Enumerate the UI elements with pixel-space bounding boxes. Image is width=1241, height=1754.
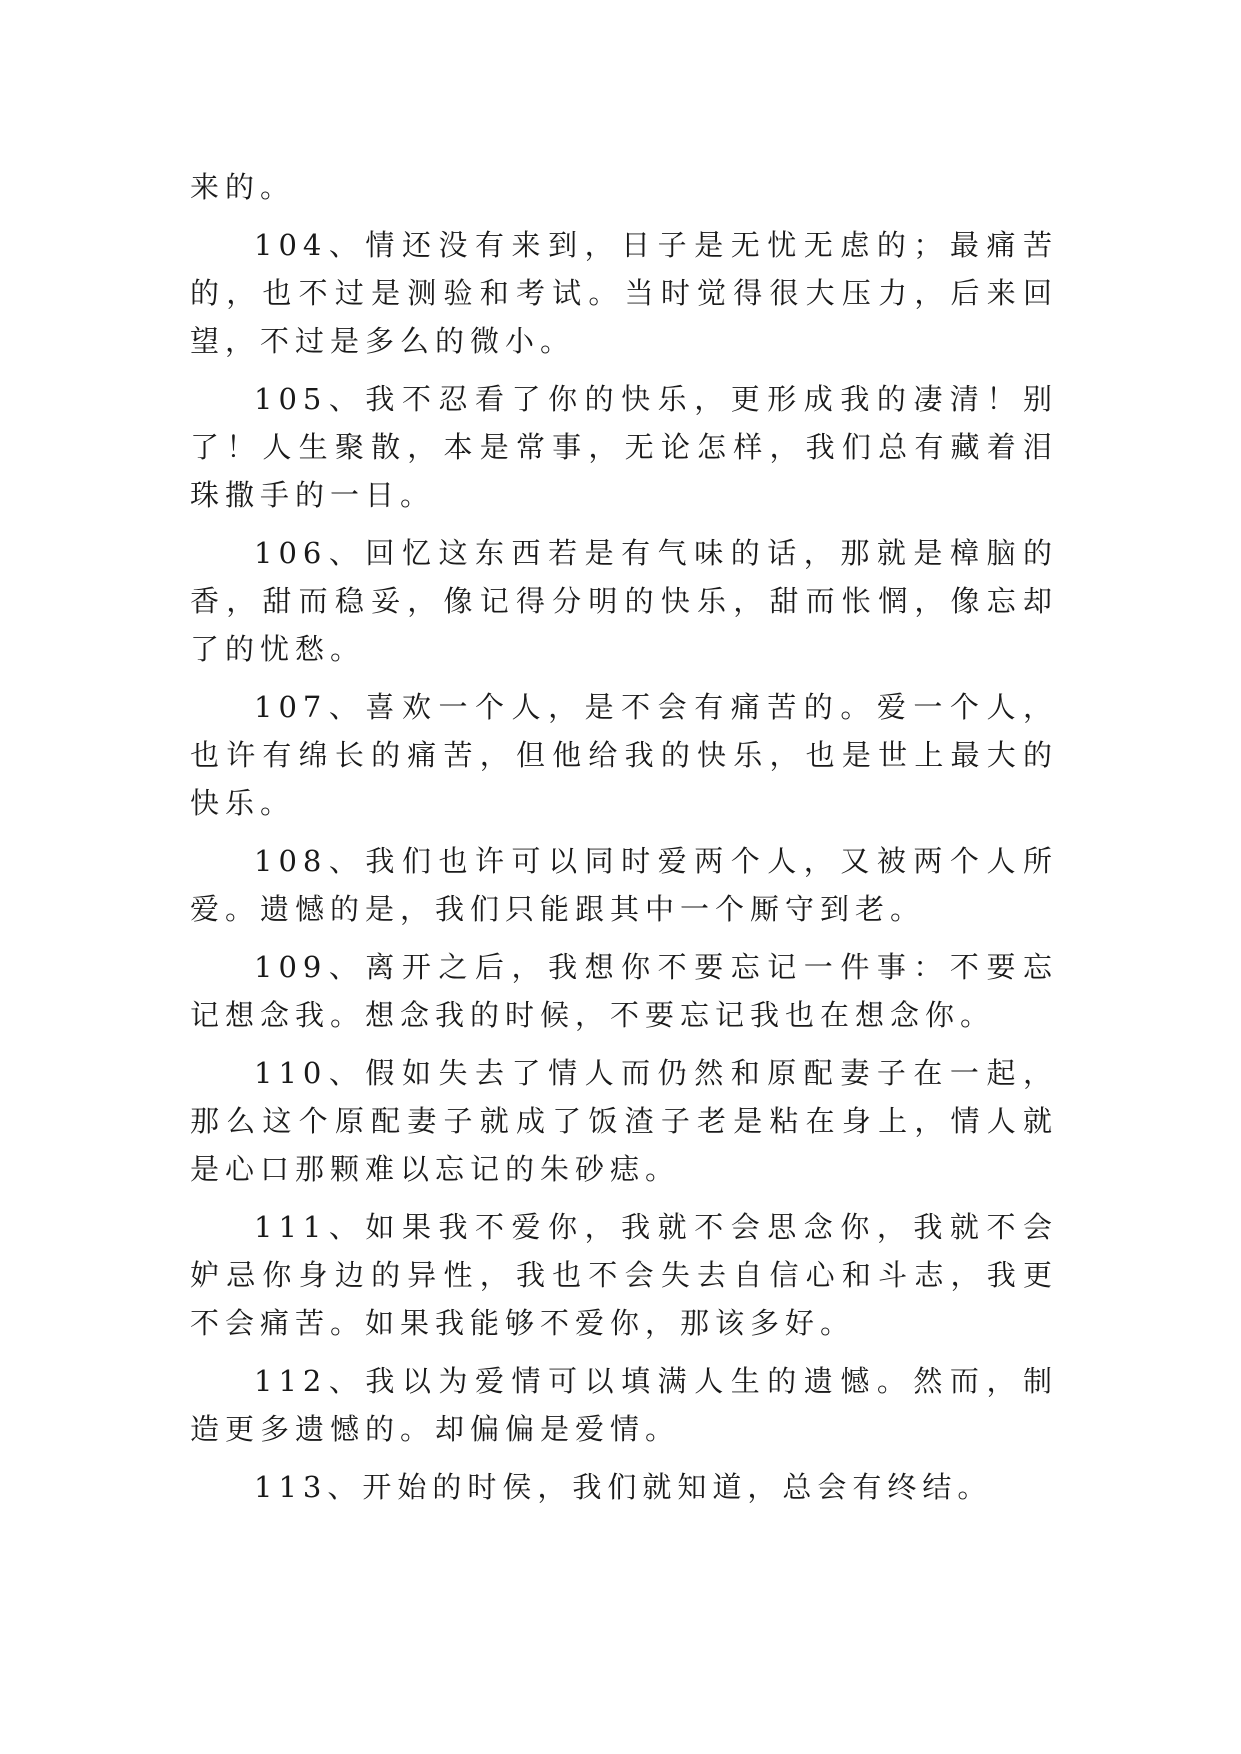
paragraph-110: 110、假如失去了情人而仍然和原配妻子在一起，那么这个原配妻子就成了饭渣子老是粘在身上，情人就是心口那颗难以忘记的朱砂痣。 [190,1056,1058,1186]
document-body [190,163,1058,1521]
paragraph-112: 112、我以为爱情可以填满人生的遗憾。然而，制造更多遗憾的。却偏偏是爱情。 [190,1364,1058,1446]
paragraph-108: 108、我们也许可以同时爱两个人，又被两个人所爱。遗憾的是，我们只能跟其中一个厮守到老。 [190,844,1058,926]
paragraph-continuation: 来的。 [190,170,296,204]
paragraph-104: 104、情还没有来到，日子是无忧无虑的；最痛苦的，也不过是测验和考试。当时觉得很大压力，后来回望，不过是多么的微小。 [190,228,1058,358]
paragraph-105: 105、我不忍看了你的快乐，更形成我的凄清！别了！人生聚散，本是常事，无论怎样，我们总有藏着泪珠撒手的一日。 [190,382,1058,512]
paragraph-109: 109、离开之后，我想你不要忘记一件事：不要忘记想念我。想念我的时候，不要忘记我也在想念你。 [190,950,1058,1032]
paragraph-113: 113、开始的时侯，我们就知道，总会有终结。 [254,1470,993,1504]
paragraph-107: 107、喜欢一个人，是不会有痛苦的。爱一个人，也许有绵长的痛苦，但他给我的快乐，也是世上最大的快乐。 [190,690,1058,820]
paragraph-106: 106、回忆这东西若是有气味的话，那就是樟脑的香，甜而稳妥，像记得分明的快乐，甜而怅惘，像忘却了的忧愁。 [190,536,1058,666]
paragraph-111: 111、如果我不爱你，我就不会思念你，我就不会妒忌你身边的异性，我也不会失去自信心和斗志，我更不会痛苦。如果我能够不爱你，那该多好。 [190,1210,1058,1340]
